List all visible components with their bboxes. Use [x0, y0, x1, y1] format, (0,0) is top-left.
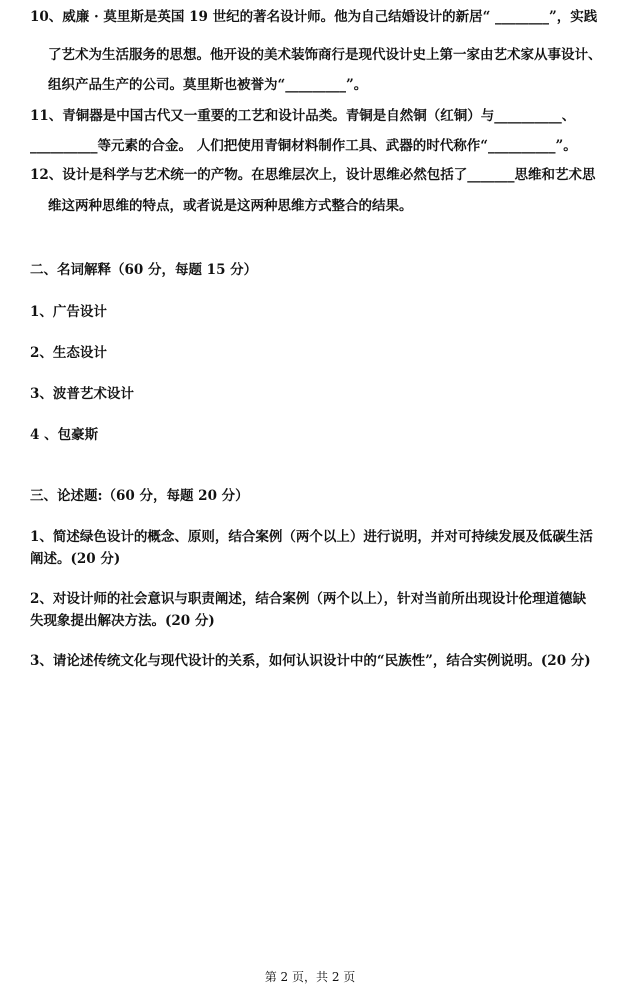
question-12-line-1: 12、设计是科学与艺术统一的产物。在思维层次上，设计思维必然包括了_______思维和艺术思 [30, 167, 596, 183]
term-item-1: 1、广告设计 [30, 304, 107, 320]
term-item-4: 4 、包豪斯 [30, 427, 99, 443]
question-10-line-1: 10、威廉 · 莫里斯是英国 19 世纪的著名设计师。他为自己结婚设计的新居“ ________”，实践 [30, 9, 598, 25]
question-10-line-3: 组织产品生产的公司。莫里斯也被誉为“_________”。 [48, 77, 368, 93]
question-10-line-2: 了艺术为生活服务的思想。他开设的美术装饰商行是现代设计史上第一家由艺术家从事设计、 [48, 47, 602, 63]
essay-item-2-line-2: 失现象提出解决方法。(20 分) [30, 613, 215, 629]
essay-item-2-line-1: 2、对设计师的社会意识与职责阐述，结合案例（两个以上），针对当前所出现设计伦理道德缺 [30, 591, 587, 607]
essay-item-3-line-1: 3、请论述传统文化与现代设计的关系，如何认识设计中的“民族性”，结合实例说明。(20 分) [30, 653, 591, 669]
question-11-line-2: __________等元素的合金。 人们把使用青铜材料制作工具、武器的时代称作“__________”。 [30, 138, 577, 154]
essay-item-1-line-1: 1、简述绿色设计的概念、原则，结合案例（两个以上）进行说明，并对可持续发展及低碳生活 [30, 529, 593, 545]
essay-item-1-line-2: 阐述。(20 分) [30, 551, 121, 567]
page-number-footer: 第 2 页，共 2 页 [264, 970, 356, 984]
term-item-3: 3、波普艺术设计 [30, 386, 134, 402]
question-11-line-1: 11、青铜器是中国古代又一重要的工艺和设计品类。青铜是自然铜（红铜）与__________、 [30, 108, 576, 124]
term-item-2: 2、生态设计 [30, 345, 107, 361]
section-terms-heading: 二、名词解释（60 分，每题 15 分） [30, 262, 258, 278]
question-12-line-2: 维这两种思维的特点，或者说是这两种思维方式整合的结果。 [48, 198, 413, 214]
section-essay-heading: 三、论述题:（60 分，每题 20 分） [30, 488, 249, 504]
